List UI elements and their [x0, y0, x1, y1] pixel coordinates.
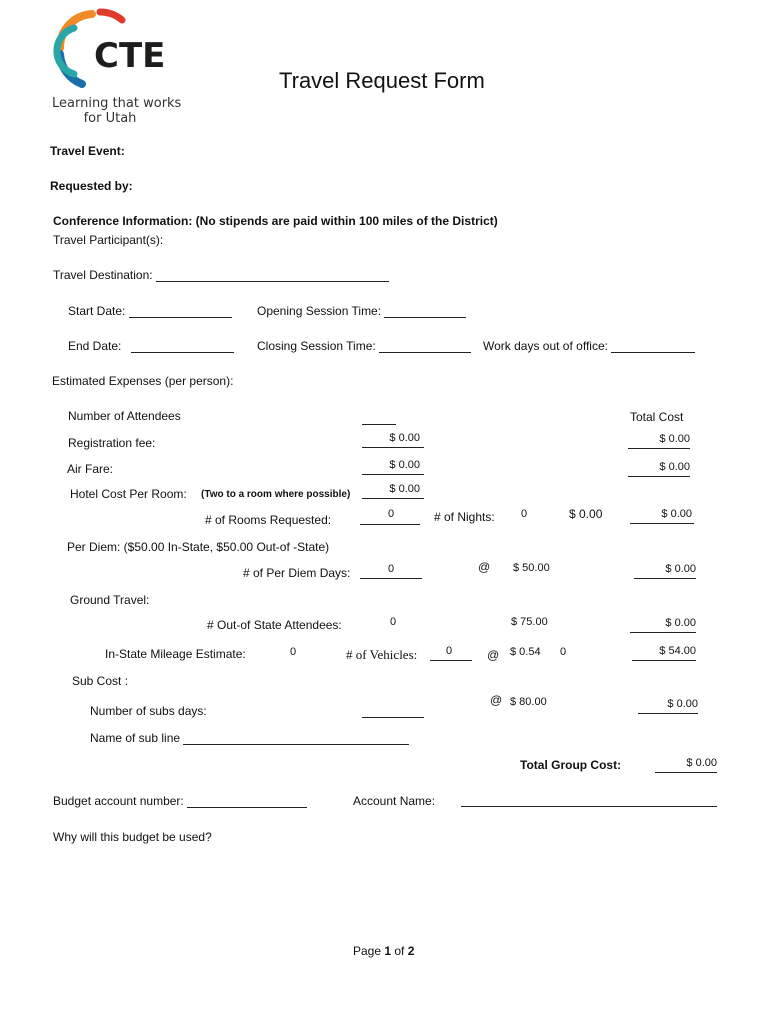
outstate-rate: $ 75.00	[511, 616, 548, 628]
account-name-field[interactable]	[461, 794, 717, 807]
mileage-label: In-State Mileage Estimate:	[105, 647, 246, 661]
perdiem-total-field	[634, 563, 696, 579]
total-group-value: $ 0.00	[686, 757, 717, 769]
rooms-field[interactable]	[360, 508, 420, 525]
subs-days-label: Number of subs days:	[90, 704, 207, 718]
closing-session-field[interactable]	[379, 340, 471, 353]
registration-total-field	[628, 433, 690, 449]
perdiem-days-field[interactable]	[360, 563, 422, 579]
expenses-heading: Estimated Expenses (per person):	[52, 374, 234, 388]
requested-by-label: Requested by:	[50, 179, 133, 193]
subs-at: @	[490, 693, 503, 707]
sub-name-field[interactable]	[183, 732, 409, 745]
destination-field[interactable]	[156, 269, 389, 282]
registration-value: $ 0.00	[389, 432, 420, 444]
rooms-value: 0	[388, 508, 395, 520]
work-days-label: Work days out of office:	[483, 339, 608, 353]
registration-label: Registration fee:	[68, 436, 156, 450]
outstate-total-field	[630, 617, 696, 633]
perdiem-days-label: # of Per Diem Days:	[243, 566, 351, 580]
total-group-label: Total Group Cost:	[520, 758, 622, 772]
closing-session-label: Closing Session Time:	[257, 339, 376, 353]
opening-session-field[interactable]	[384, 305, 466, 318]
perdiem-days-value: 0	[388, 563, 395, 575]
airfare-value: $ 0.00	[389, 459, 420, 471]
airfare-label: Air Fare:	[67, 462, 114, 476]
attendees-label: Number of Attendees	[68, 409, 181, 423]
logo-tagline-2: for Utah	[83, 111, 137, 126]
cte-logo	[52, 4, 182, 129]
outstate-total: $ 0.00	[665, 617, 696, 629]
page-of: of	[391, 944, 408, 958]
mileage-rate: $ 0.54	[510, 646, 541, 658]
ground-label: Ground Travel:	[70, 593, 150, 607]
rooms-label: # of Rooms Requested:	[205, 513, 332, 527]
perdiem-at: @	[478, 560, 491, 574]
account-number-field[interactable]	[187, 795, 307, 808]
cte-logo-brand: CTE	[94, 36, 166, 76]
hotel-total: $ 0.00	[661, 508, 692, 520]
hotel-value: $ 0.00	[389, 483, 420, 495]
cte-logo-mark	[52, 4, 177, 89]
destination-label: Travel Destination:	[53, 268, 153, 282]
page-total: 2	[407, 944, 415, 958]
start-date-field[interactable]	[129, 305, 232, 318]
work-days-field[interactable]	[611, 340, 695, 353]
vehicles-label: # of Vehicles:	[346, 647, 418, 662]
account-number-label: Budget account number:	[53, 794, 184, 808]
total-group-field	[655, 757, 717, 773]
start-date-label: Start Date:	[68, 304, 126, 318]
account-name-label: Account Name:	[353, 794, 436, 808]
total-cost-label: Total Cost	[630, 410, 684, 424]
page-prefix: Page	[353, 944, 385, 958]
sub-name-label: Name of sub line	[90, 731, 181, 745]
registration-total: $ 0.00	[659, 433, 690, 445]
why-label: Why will this budget be used?	[53, 830, 212, 844]
airfare-total-field	[628, 461, 690, 477]
perdiem-rate: $ 50.00	[513, 562, 550, 574]
registration-field[interactable]	[362, 432, 424, 448]
opening-session-label: Opening Session Time:	[257, 304, 382, 318]
hotel-label: Hotel Cost Per Room:	[70, 487, 187, 501]
hotel-field[interactable]	[362, 483, 424, 499]
hotel-total-field	[630, 508, 694, 524]
page-current: 1	[384, 944, 392, 958]
subs-days-field[interactable]	[362, 703, 424, 718]
page-number	[353, 944, 414, 958]
airfare-total: $ 0.00	[659, 461, 690, 473]
nights-value: 0	[521, 508, 528, 520]
airfare-field[interactable]	[362, 459, 424, 475]
logo-tagline-1: Learning that works	[52, 96, 182, 111]
outstate-label: # Out-of State Attendees:	[207, 618, 342, 632]
mileage-total: $ 54.00	[659, 645, 696, 657]
outstate-value: 0	[390, 616, 397, 628]
vehicles-value: 0	[446, 645, 453, 657]
subs-total-field	[638, 698, 698, 714]
subcost-label: Sub Cost :	[72, 674, 129, 688]
subs-total: $ 0.00	[667, 698, 698, 710]
hotel-note: (Two to a room where possible)	[201, 489, 351, 500]
end-date-label: End Date:	[68, 339, 122, 353]
form-title: Travel Request Form	[279, 68, 485, 93]
mileage-value: 0	[290, 646, 297, 658]
end-date-field[interactable]	[131, 340, 234, 353]
nights-label: # of Nights:	[434, 510, 495, 524]
attendees-field[interactable]	[362, 412, 396, 425]
mileage-at: @	[487, 648, 500, 662]
perdiem-label: Per Diem: ($50.00 In-State, $50.00 Out-of -State)	[67, 540, 330, 554]
perdiem-total: $ 0.00	[665, 563, 696, 575]
subs-rate: $ 80.00	[510, 696, 547, 708]
conference-info-label: Conference Information: (No stipends are paid within 100 miles of the District)	[53, 214, 498, 228]
why-answer-area[interactable]	[53, 850, 713, 930]
vehicles-field[interactable]	[430, 645, 472, 661]
mileage-total-field	[632, 645, 696, 661]
nights-cost: $ 0.00	[569, 507, 603, 521]
mileage-extra: 0	[560, 646, 567, 658]
travel-event-label: Travel Event:	[50, 144, 125, 158]
participants-label: Travel Participant(s):	[53, 233, 164, 247]
